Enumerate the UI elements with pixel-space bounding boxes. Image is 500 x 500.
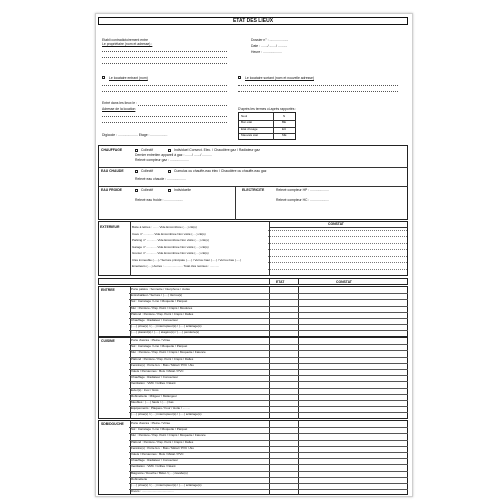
page-title: ETAT DES LIEUX <box>98 17 408 25</box>
room-item: Meubles : (.....) hauts / (.....) bas <box>131 401 174 404</box>
legend-table <box>238 112 296 140</box>
eau-chaude-collective-label: Collectif <box>141 169 154 173</box>
etat-cell[interactable] <box>268 446 296 451</box>
constat-cell[interactable] <box>298 490 407 495</box>
digicode-field[interactable]: Digicode : ..................... Etage : .................. <box>102 133 168 137</box>
chauffage-individuel-label: Individuel Convect. Elec. / Chaudière gaz / Radiateur gaz <box>174 148 260 152</box>
exterieur-constat-line[interactable] <box>268 243 407 244</box>
room-item: Plafond : Peinture / Pap. Peint / Crépis / Dalles <box>131 357 194 361</box>
etat-cell[interactable] <box>268 401 296 406</box>
eau-froide-collective-checkbox[interactable] <box>135 189 138 192</box>
adresse-line-2[interactable] <box>102 122 227 123</box>
locataire-sortant-label: Le locataire sortant (nom et nouvelle adresse) <box>245 75 314 80</box>
etat-cell[interactable] <box>268 351 296 356</box>
room-name: ENTREE <box>101 288 115 292</box>
etat-cell[interactable] <box>268 370 296 375</box>
constat-cell[interactable] <box>298 453 407 458</box>
legend-label: Bon état <box>241 121 253 124</box>
constat-cell[interactable] <box>298 339 407 344</box>
constat-cell[interactable] <box>298 345 407 350</box>
room-item: Fenêtre(s) : Porte fen. : Bois / Métal / PVC / Alu <box>131 363 194 367</box>
electricite-label: ELECTRICITE <box>242 188 265 192</box>
entre-lieux-label: Entré dans les lieux le : <box>102 101 138 105</box>
eau-froide-individuelle-checkbox[interactable] <box>168 189 171 192</box>
eau-froide-label: EAU FROIDE <box>101 188 122 192</box>
etat-header: ETAT <box>276 279 285 284</box>
locataire-entrant-checkbox[interactable] <box>102 76 105 79</box>
constat-cell[interactable] <box>298 477 407 482</box>
exterieur-constat-line[interactable] <box>268 249 407 250</box>
constat-cell[interactable] <box>298 413 407 418</box>
proprietaire-line-2[interactable] <box>102 57 227 58</box>
locataire-sortant-checkbox[interactable] <box>238 76 241 79</box>
etat-cell[interactable] <box>268 312 296 317</box>
etat-cell[interactable] <box>268 357 296 362</box>
locataire-entrant-line-1[interactable] <box>102 85 227 86</box>
etat-cell[interactable] <box>268 300 296 305</box>
exterieur-row[interactable]: Boite à lettres : ....... Vide Encombrée (.....) clé(s) <box>132 225 197 229</box>
etat-cell[interactable] <box>268 339 296 344</box>
room-item: (.....) prise(s) / (.....) interrupteur(s) / (.....) éclairage(s) <box>131 413 202 417</box>
constat-cell[interactable] <box>298 388 407 393</box>
room-item: Chauffage : Radiateur / Convecteur <box>131 459 179 463</box>
room-item: (.....) placard(s) / (.....) étagère(s) / (.....) penderie(s) <box>131 331 200 335</box>
eau-chaude-cumulus-checkbox[interactable] <box>168 170 171 173</box>
room-item: Ventilation : VMC / Grilles / Néant <box>131 382 176 386</box>
constat-cell[interactable] <box>298 382 407 387</box>
room-item: Sol : Carrelage / Lino / Moquette / Parquet <box>131 345 188 349</box>
room-item: Porte d'accès : Pleine / Vitrée <box>131 422 171 425</box>
etat-cell[interactable] <box>268 319 296 324</box>
chauffage-collectif-label: Collectif <box>141 148 154 152</box>
entre-lieux-line[interactable] <box>138 105 227 106</box>
etat-cell[interactable] <box>268 459 296 464</box>
room-item: Evier(s) : Inox / Grès <box>131 388 159 392</box>
exterieur-constat-line[interactable] <box>268 236 407 237</box>
room-item: Chauffage : Radiateur / Convecteur <box>131 376 179 380</box>
exterieur-row[interactable]: Clés immeuble (.....) / Serrure principale (.....) / Verrou haut (.....) / Verrou bas (.....) <box>132 257 242 262</box>
constat-cell[interactable] <box>298 300 407 305</box>
room-item: Ventilation : VMC / Grilles / Néant <box>131 465 176 469</box>
room-item: Mur : Peinture / Pap. Peint / Crépis / Moquette / Faïence <box>131 351 206 355</box>
exterieur-row[interactable]: Garage n° ............ Vide Encombrée Non visité (.....) clé(s) <box>132 244 209 249</box>
constat-cell[interactable] <box>298 484 407 489</box>
adresse-label: Adresse de la location <box>102 107 136 111</box>
etat-cell[interactable] <box>268 407 296 412</box>
etat-cell[interactable] <box>268 288 296 293</box>
etat-cell[interactable] <box>268 388 296 393</box>
room-item: Plafond : Peinture / Pap. Peint / Crépis / Dalles <box>131 312 194 316</box>
etat-cell[interactable] <box>268 490 296 495</box>
room-item: Baignoire / Douche / Bidet / (.....) lavabo(s) <box>131 471 188 475</box>
room-item: Porte d'accès : Pleine / Vitrée <box>131 339 171 342</box>
eau-froide-collective-label: Collectif <box>141 188 154 192</box>
etat-cell[interactable] <box>268 376 296 381</box>
etat-cell[interactable] <box>268 382 296 387</box>
room-item: Volets / Persiennes : Bois / Métal / PVC <box>131 370 184 373</box>
constat-cell[interactable] <box>298 422 407 427</box>
room-item: Robinetterie : Mitigeur / Mélangeur <box>131 394 178 398</box>
room-item: Divers : ...................................... <box>131 490 174 494</box>
constat-cell[interactable] <box>298 434 407 439</box>
eau-froide-individuelle-label: Individuelle <box>174 188 191 192</box>
etat-cell[interactable] <box>268 413 296 418</box>
constat-cell[interactable] <box>298 370 407 375</box>
room-item: Sol : Carrelage / Lino / Moquette / Parquet <box>131 300 188 304</box>
etat-cell[interactable] <box>268 331 296 336</box>
etat-cell[interactable] <box>268 477 296 482</box>
locataire-sortant-line-2[interactable] <box>238 91 398 92</box>
chauffage-individuel-checkbox[interactable] <box>168 149 171 152</box>
locataire-sortant-line-1[interactable] <box>238 85 398 86</box>
constat-cell[interactable] <box>298 471 407 476</box>
constat-cell[interactable] <box>298 288 407 293</box>
etat-cell[interactable] <box>268 325 296 330</box>
exterieur-row[interactable]: Grenier n° ............ Vide Encombrée Non visité (.....) clé(s) <box>132 251 209 255</box>
legend-label: Neuf <box>241 114 248 118</box>
constat-cell[interactable] <box>298 294 407 299</box>
room-name: SDB/DOUCHE <box>101 422 124 426</box>
constat-cell[interactable] <box>298 407 407 412</box>
exterieur-row[interactable]: Emetteurs (.....) Autres : ...................... Total clés remises : ........... <box>132 264 220 268</box>
constat-cell[interactable] <box>298 459 407 464</box>
etat-cell[interactable] <box>268 465 296 470</box>
etat-cell[interactable] <box>268 484 296 489</box>
etat-cell[interactable] <box>268 422 296 427</box>
etat-cell[interactable] <box>268 428 296 433</box>
room-item: (.....) prise(s) / (.....) interrupteur(s) / (.....) éclairage(s) <box>131 325 202 329</box>
legend-label: Etat d'usage <box>241 127 258 131</box>
exterieur-constat-line[interactable] <box>268 269 407 270</box>
etat-cell[interactable] <box>268 453 296 458</box>
exterieur-constat-line[interactable] <box>268 230 407 231</box>
constat-cell[interactable] <box>298 465 407 470</box>
constat-cell[interactable] <box>298 394 407 399</box>
releve-froide-field[interactable]: Relevé eau froide : .................... <box>135 198 184 202</box>
room-item: Plafond : Peinture / Pap. Peint / Crépis / Dalles <box>131 440 194 444</box>
date-field[interactable]: Date : ......./ ......./ .......... <box>251 44 288 48</box>
room-name: CUISINE <box>101 339 115 343</box>
eau-chaude-cumulus-label: Cumulus ou chauffe-eau élec / Chaudière ou chauffe-eau gaz <box>174 169 267 173</box>
etat-cell[interactable] <box>268 471 296 476</box>
constat-cell[interactable] <box>298 428 407 433</box>
legend-label: Mauvais état <box>241 134 259 137</box>
termes-text: D'après les termes ci-après rapportés : <box>238 107 297 111</box>
legend-code: ME <box>282 134 287 137</box>
exterieur-row[interactable]: Cave n° ............ Vide Encombrée Non visité (.....) clé(s) <box>132 231 206 236</box>
constat-cell[interactable] <box>298 325 407 330</box>
room-item: Equipements : Plaques / Four / Hotte / ......... <box>131 407 191 411</box>
constat-header: CONSTAT <box>336 279 352 284</box>
room-item: (.....) prise(s) / (.....) interrupteur(s) / (.....) éclairage(s) <box>131 484 202 487</box>
releve-chaude-field[interactable]: Relevé eau chaude : .................... <box>135 177 186 181</box>
exterieur-label: EXTERIEUR <box>100 225 120 229</box>
constat-cell[interactable] <box>298 357 407 362</box>
room-item: Entrebailleur / Serrure / (.....) Verrou(s) <box>131 294 183 298</box>
etat-cell[interactable] <box>268 394 296 399</box>
exterieur-constat-line[interactable] <box>268 262 407 263</box>
constat-cell[interactable] <box>298 312 407 317</box>
exterieur-constat-line[interactable] <box>268 256 407 257</box>
room-item: Mur : Peinture / Pap. Peint / Crépis / Moquette / Faïence <box>131 434 206 438</box>
constat-cell[interactable] <box>298 376 407 381</box>
room-item: Porte palière : Sonnette / Interphone / Judas <box>131 288 190 291</box>
constat-cell[interactable] <box>298 306 407 311</box>
room-item: Volets / Persiennes : Bois / Métal / PVC <box>131 453 184 456</box>
constat-cell[interactable] <box>298 331 407 336</box>
releve-gaz-field[interactable]: Relevé compteur gaz : .................... <box>135 158 189 162</box>
exterieur-constat-header: CONSTAT <box>328 221 344 226</box>
proprietaire-label: Le propriétaire (nom et adresse) : <box>102 42 153 46</box>
eau-chaude-label: EAU CHAUDE <box>101 169 124 173</box>
room-item: Robinetterie <box>131 477 148 481</box>
locataire-entrant-label: Le locataire entrant (nom) <box>109 75 148 80</box>
constat-cell[interactable] <box>298 351 407 356</box>
locataire-entrant-line-2[interactable] <box>102 91 227 92</box>
constat-cell[interactable] <box>298 319 407 324</box>
etat-cell[interactable] <box>268 363 296 368</box>
proprietaire-line-1[interactable] <box>102 51 227 52</box>
constat-cell[interactable] <box>298 363 407 368</box>
etat-cell[interactable] <box>268 440 296 445</box>
chauffage-collectif-checkbox[interactable] <box>135 149 138 152</box>
etabli-text: Etabli contradictoirement entre <box>102 38 148 42</box>
legend-code: BE <box>282 121 287 124</box>
room-item: Chauffage : Radiateur / Convecteur <box>131 319 179 322</box>
entretien-field[interactable]: Dernier entretien appareil à gaz : ......./ ......./ .......... <box>135 153 212 157</box>
constat-cell[interactable] <box>298 440 407 445</box>
proprietaire-line-3[interactable] <box>102 63 227 64</box>
document-page <box>95 13 413 497</box>
constat-cell[interactable] <box>298 446 407 451</box>
legend-code: EU <box>282 127 287 131</box>
exterieur-row[interactable]: Parking n° ............ Vide Encombrée Non visité (.....) clé(s) <box>132 238 209 242</box>
etat-cell[interactable] <box>268 306 296 311</box>
dossier-field[interactable]: Dossier n° : .................... <box>251 38 289 42</box>
releve-hc-field[interactable]: Relevé compteur HC : .................... <box>276 198 330 202</box>
etat-cell[interactable] <box>268 345 296 350</box>
rooms-header <box>98 278 408 285</box>
releve-hp-field[interactable]: Relevé compteur HP : .................... <box>276 188 329 192</box>
room-item: Fenêtre(s) : Porte fen. : Bois / Métal / PVC / Alu <box>131 446 194 450</box>
adresse-line-1[interactable] <box>102 116 227 117</box>
legend-code: N <box>283 114 286 118</box>
etat-cell[interactable] <box>268 434 296 439</box>
chauffage-label: CHAUFFAGE <box>101 148 123 152</box>
room-item: Mur : Peinture / Pap. Peint / Crépis / Moulures <box>131 306 193 310</box>
eau-chaude-collective-checkbox[interactable] <box>135 170 138 173</box>
constat-cell[interactable] <box>298 401 407 406</box>
room-item: Sol : Carrelage / Lino / Moquette / Parquet <box>131 428 188 432</box>
heure-field[interactable]: Heure : .................... <box>251 50 282 54</box>
etat-cell[interactable] <box>268 294 296 299</box>
